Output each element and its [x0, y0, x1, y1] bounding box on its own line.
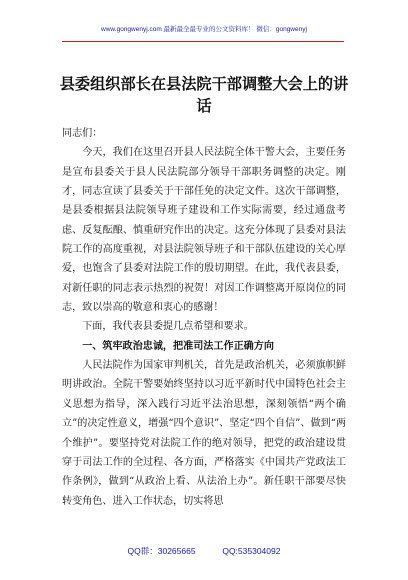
qq-group-number[interactable]: QQ群：30265665 [127, 546, 196, 556]
qq-number[interactable]: QQ:535304092 [222, 546, 281, 556]
site-header[interactable]: www.gongwenyj.com 最新最全最专业的公文资料库！ 微信：gongwenyj [101, 26, 307, 33]
salutation: 同志们： [62, 128, 103, 139]
paragraph-1: 今天，我们在这里召开县人民法院全体干警大会，主要任务是宣布县委关于县人民法院部分领导干部职务调整的决定。刚才，同志宣读了县委关于干部任免的决定文件。这次干部调整，是县委根据县法院领导班子建设和工作实际需要，经过通盘考虑、反复酝酿、慎重研究作出的决定。这充分体现了县委对县法院工作的高度重视，对县法院领导班子和干部队伍建设的关心厚爱，也饱含了县委对法院工作的殷切期望。在此，我代表县委，对新任职的同志表示热烈的祝贺！对因工作调整离开原岗位的同志，致以崇高的敬意和衷心的感谢！ [62, 147, 346, 314]
header-divider [62, 41, 344, 42]
section-1-paragraph: 人民法院作为国家审判机关，首先是政治机关，必须旗帜鲜明讲政治。全院干警要始终坚持以习近平新时代中国特色社会主义思想为指导，深入践行习近平法治思想，深刻领悟“两个确立”的决定性意义，增强“四个意识”、坚定“四个自信”、做到“两个维护”。要坚持党对法院工作的绝对领导，把党的政治建设贯穿于司法工作的全过程、各方面，严格落实《中国共产党政法工作条例》，做到“从政治上看、从法治上办”。新任职干部要尽快转变角色、进入工作状态，切实将思 [62, 360, 346, 507]
document-body [62, 124, 346, 511]
contact-footer [0, 546, 408, 557]
section-heading-1: 一、筑牢政治忠诚，把准司法工作正确方向 [82, 340, 274, 352]
document-title: 县委组织部长在县法院干部调整大会上的讲话 [59, 75, 349, 115]
paragraph-2: 下面，我代表县委提几点希望和要求。 [82, 321, 254, 333]
